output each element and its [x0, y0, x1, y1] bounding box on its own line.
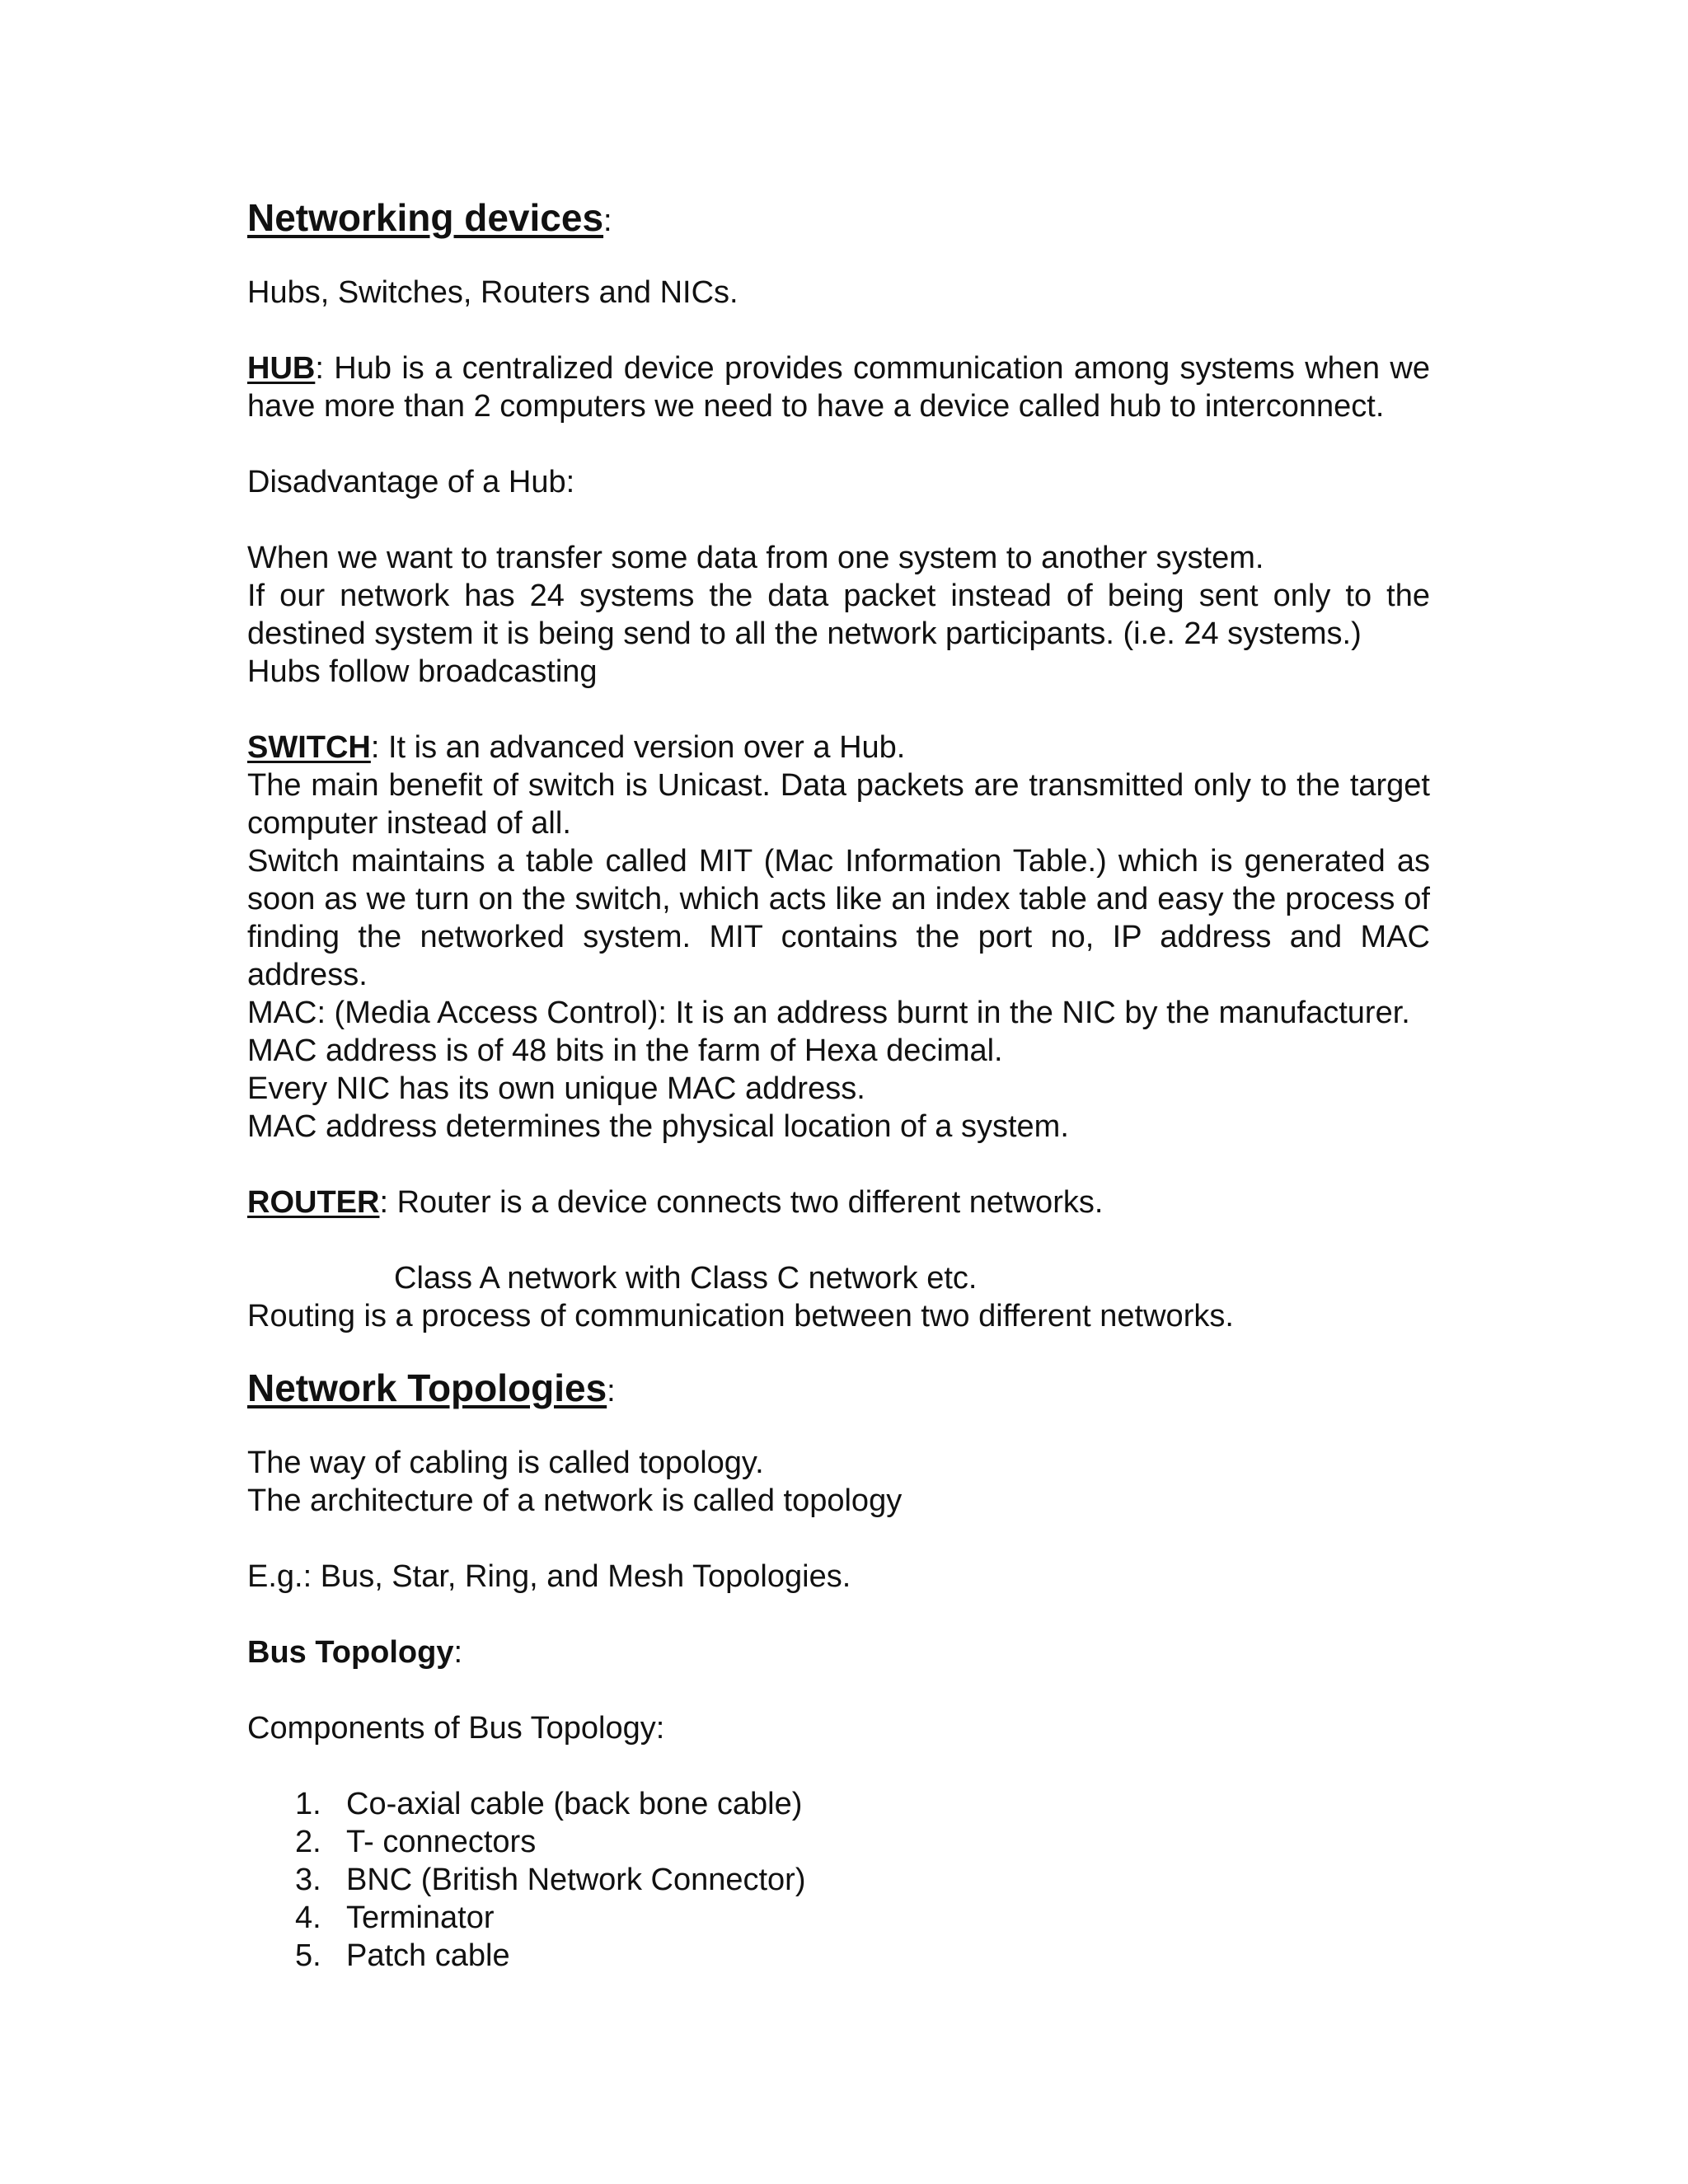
heading-colon: : [607, 1374, 616, 1408]
router-definition [247, 1183, 1430, 1221]
bus-components-title: Components of Bus Topology: [247, 1711, 665, 1746]
switch-definition [247, 729, 1430, 766]
document-page [247, 194, 1430, 1975]
network-topologies-title: Network Topologies [247, 1366, 607, 1409]
list-item: 1. Co-axial cable (back bone cable) [295, 1787, 803, 1821]
switch-line-2: Switch maintains a table called MIT (Mac Information Table.) which is generated as soon as we turn on the switch, which acts like an index table and easy the process of finding the networked system. MIT contains the port no, IP address and MAC address. [247, 844, 1430, 992]
hub-text: : Hub is a centralized device provides communication among systems when we have more than 2 computers we need to have a device called hub to interconnect. [247, 351, 1430, 424]
hub-line-3: Hubs follow broadcasting [247, 654, 598, 689]
bus-topology-heading [247, 1633, 1430, 1671]
topology-line-2: The architecture of a network is called topology [247, 1483, 903, 1518]
heading-colon: : [453, 1635, 463, 1670]
routing-definition: Routing is a process of communication between two different networks. [247, 1299, 1234, 1333]
bus-components-list [247, 1785, 1430, 1975]
list-item: 2. T- connectors [295, 1825, 537, 1859]
switch-label: SWITCH [247, 730, 371, 765]
hub-line-2: If our network has 24 systems the data packet instead of being sent only to the destined system it is being send to all the network participants. (i.e. 24 systems.) [247, 579, 1430, 651]
router-label: ROUTER [247, 1185, 380, 1220]
hub-disadvantage-title: Disadvantage of a Hub: [247, 465, 575, 499]
networking-intro: Hubs, Switches, Routers and NICs. [247, 275, 738, 310]
list-item: 5. Patch cable [295, 1938, 510, 1973]
switch-line-4: MAC address is of 48 bits in the farm of Hexa decimal. [247, 1033, 1003, 1068]
list-item: 4. Terminator [295, 1900, 495, 1935]
networking-devices-title: Networking devices [247, 196, 604, 239]
switch-line-6: MAC address determines the physical location of a system. [247, 1109, 1069, 1144]
bus-topology-title: Bus Topology [247, 1635, 454, 1670]
switch-line-5: Every NIC has its own unique MAC address. [247, 1071, 865, 1106]
switch-line-1: The main benefit of switch is Unicast. Data packets are transmitted only to the target computer instead of all. [247, 768, 1430, 841]
network-topologies-heading [247, 1365, 1430, 1414]
switch-text: : It is an advanced version over a Hub. [370, 730, 906, 765]
networking-devices-heading [247, 194, 1430, 244]
router-example: Class A network with Class C network etc. [394, 1261, 978, 1296]
hub-definition [247, 349, 1430, 425]
topology-line-1: The way of cabling is called topology. [247, 1446, 764, 1480]
list-item: 3. BNC (British Network Connector) [295, 1863, 806, 1897]
topology-examples: E.g.: Bus, Star, Ring, and Mesh Topologies. [247, 1559, 851, 1594]
hub-label: HUB [247, 351, 316, 386]
switch-line-3: MAC: (Media Access Control): It is an address burnt in the NIC by the manufacturer. [247, 996, 1410, 1030]
hub-line-1: When we want to transfer some data from one system to another system. [247, 541, 1264, 575]
heading-colon: : [603, 204, 612, 238]
router-text: : Router is a device connects two different networks. [379, 1185, 1104, 1220]
